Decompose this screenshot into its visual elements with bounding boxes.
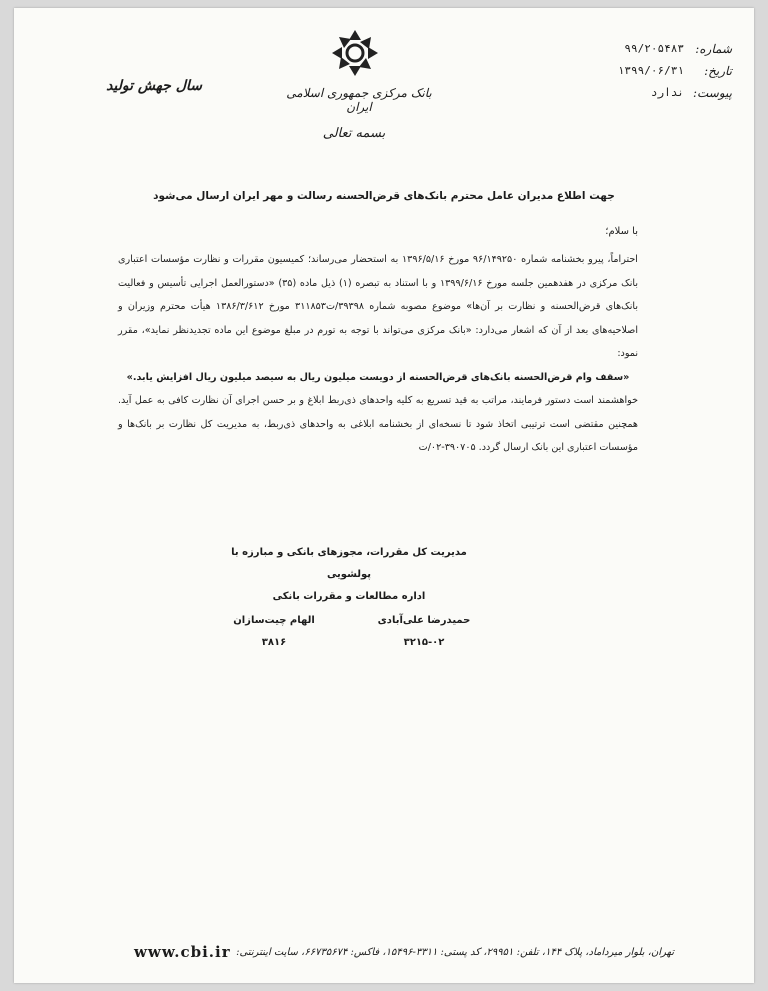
footer-url[interactable]: www.cbi.ir (134, 943, 231, 961)
greeting: با سلام؛ (605, 226, 638, 237)
signer-name: الهام چیت‌سازان (233, 615, 315, 626)
footer-address: تهران، بلوار میرداماد، پلاک ۱۴۴، تلفن: ۲۹۹۵۱، کد پستی: ۳۳۱۱-۱۵۴۹۶، فاکس: ۶۶۷۳۵۶۷۴، سایت اینترنتی: (236, 946, 674, 958)
year-slogan: سال جهش تولید (106, 78, 202, 94)
signer-extension: ۳۸۱۶ (261, 637, 287, 648)
date-label: تاریخ: (704, 64, 732, 78)
department-name: مدیریت کل مقررات، مجوزهای بانکی و مبارزه با پولشویی (231, 547, 467, 580)
number-value: ۹۹/۲۰۵۴۸۳ (624, 42, 684, 55)
date-value: ۱۳۹۹/۰۶/۳۱ (617, 64, 684, 77)
signer-name: حمیدرضا علی‌آبادی (377, 615, 471, 626)
signer-left (214, 610, 334, 654)
number-label: شماره: (695, 42, 732, 56)
bank-name: بانک مرکزی جمهوری اسلامی ایران (286, 86, 432, 114)
letter-subject: جهت اطلاع مدیران عامل محترم بانک‌های قرض‌الحسنه رسالت و مهر ایران ارسال می‌شود (153, 190, 615, 202)
signer-right (364, 610, 484, 654)
body-paragraph: احتراماً، پیرو بخشنامه شماره ۹۶/۱۴۹۲۵۰ مورخ ۱۳۹۶/۵/۱۶ به استحضار می‌رساند؛ کمیسیون مقررات و نظارت مؤسسات اعتباری بانک مرکزی در هفدهمین جلسه مورخ ۱۳۹۹/۶/۱۶ و با استناد به تبصره (۱) ذیل ماده (۳۵) «دستورالعمل اجرایی تأسیس و فعالیت بانک‌های قرض‌الحسنه و نظارت بر آن‌ها» موضوع مصوبه شماره ۳۹۳۹۸/ت۳۱۱۸۵۳ مورخ ۱۳۸۶/۳/۶۱۲ هیأت محترم وزیران و اصلاحیه‌های بعد از آن که اشعار می‌دارد: «بانک مرکزی می‌تواند با توجه به تورم در مبلغ موضوع این ماده تجدیدنظر نماید»، مقرر نمود: (118, 254, 639, 359)
attachment-value: ندارد (650, 86, 684, 99)
bismillah: بسمه تعالی (322, 126, 386, 141)
body-paragraph: خواهشمند است دستور فرمایند، مراتب به قید تسریع به کلیه واحدهای ذی‌ربط ابلاغ و بر حسن اجرای آن نظارت کافی به عمل آید. همچنین مقتضی است ترتیبی اتخاذ شود تا نسخه‌ای از بخشنامه ابلاغی به واحدهای ذی‌ربط، به مدیریت کل نظارت بر بانک‌ها و مؤسسات اعتباری این بانک ارسال گردد. ۳۹۰۷۰۵-۰۲/ت (118, 395, 638, 453)
letter-footer (134, 943, 674, 961)
attachment-label: پیوست: (692, 86, 732, 100)
signature-block (214, 542, 484, 654)
office-name: اداره مطالعات و مقررات بانکی (272, 591, 426, 602)
resolution-quote: «سقف وام قرض‌الحسنه بانک‌های قرض‌الحسنه از دویست میلیون ریال به سیصد میلیون ریال افزایش یابد.» (126, 371, 630, 383)
letter-body (118, 248, 638, 460)
signer-extension: ۳۲۱۵-۰۲ (403, 637, 445, 648)
letter-meta (552, 38, 732, 104)
cbi-logo-icon (330, 28, 380, 78)
letter-page (14, 8, 754, 983)
